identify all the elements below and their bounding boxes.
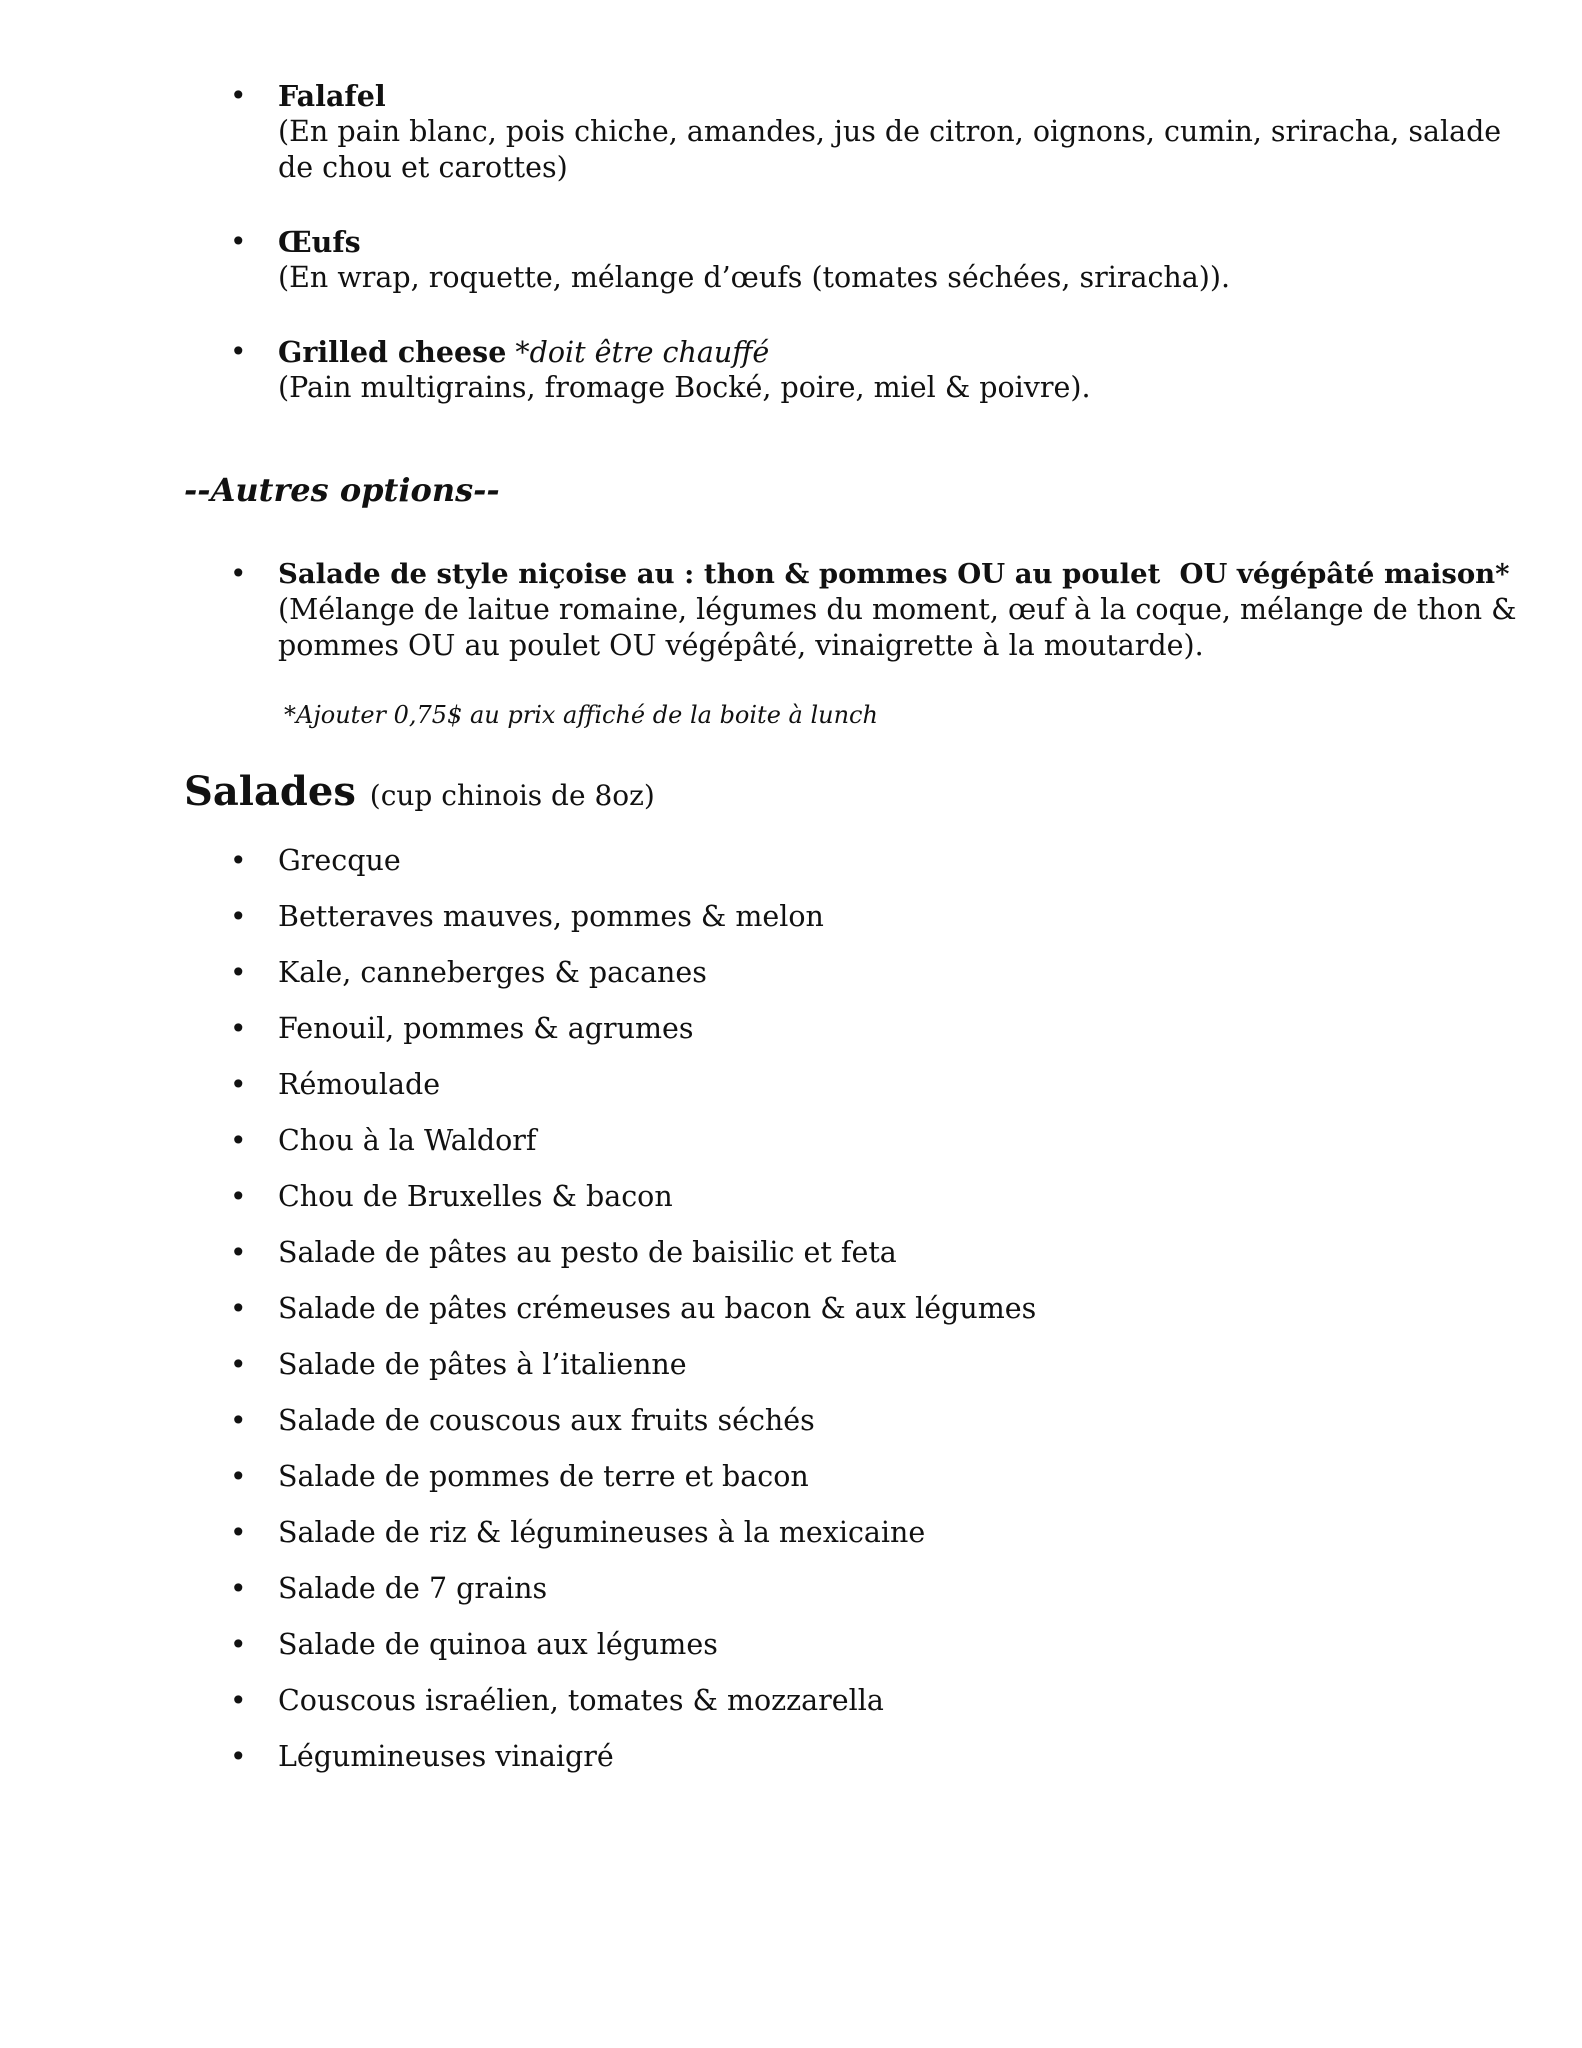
bullet-icon: •: [230, 956, 247, 989]
bullet-icon: •: [230, 79, 247, 112]
section-title-autres: --Autres options--: [184, 471, 500, 509]
bullet-icon: •: [230, 1068, 247, 1101]
salade-item: Salade de pâtes crémeuses au bacon & aux légumes: [278, 1292, 1037, 1325]
sandwich-name: Œufs: [278, 225, 361, 259]
autres-item-title: Salade de style niçoise au : thon & pommes OU au poulet OU végépâté maison*: [278, 558, 1510, 590]
salade-item: Salade de 7 grains: [278, 1572, 548, 1605]
bullet-icon: •: [230, 844, 247, 877]
salade-item: Salade de pâtes à l’italienne: [278, 1348, 687, 1381]
autres-desc-line: pommes OU au poulet OU végépâté, vinaigrette à la moutarde).: [278, 629, 1204, 662]
bullet-icon: •: [230, 1348, 247, 1381]
autres-desc-line: (Mélange de laitue romaine, légumes du moment, œuf à la coque, mélange de thon &: [278, 593, 1517, 626]
bullet-icon: •: [230, 1292, 247, 1325]
footnote: *Ajouter 0,75$ au prix affiché de la boite à lunch: [284, 701, 878, 729]
salade-item: Salade de pâtes au pesto de baisilic et feta: [278, 1236, 897, 1269]
bullet-icon: •: [230, 225, 247, 258]
bullet-icon: •: [230, 1628, 247, 1661]
salade-item: Chou à la Waldorf: [278, 1124, 537, 1157]
bullet-icon: •: [230, 1460, 247, 1493]
bullet-icon: •: [230, 1516, 247, 1549]
bullet-icon: •: [230, 900, 247, 933]
bullet-icon: •: [230, 1012, 247, 1045]
bullet-icon: •: [230, 1236, 247, 1269]
salades-title: Salades: [184, 768, 356, 815]
bullet-icon: •: [230, 1124, 247, 1157]
salade-item: Grecque: [278, 844, 401, 877]
salade-item: Chou de Bruxelles & bacon: [278, 1180, 673, 1213]
salade-item: Salade de riz & légumineuses à la mexicaine: [278, 1516, 926, 1549]
salade-item: Salade de couscous aux fruits séchés: [278, 1404, 815, 1437]
sandwich-name: Falafel: [278, 79, 386, 113]
salade-item: Kale, canneberges & pacanes: [278, 956, 707, 989]
salade-item: Salade de pommes de terre et bacon: [278, 1460, 809, 1493]
section-title-salades: [184, 768, 655, 820]
bullet-icon: •: [230, 335, 247, 368]
salade-item: Betteraves mauves, pommes & melon: [278, 900, 824, 933]
salades-subtitle: (cup chinois de 8oz): [369, 779, 655, 812]
bullet-icon: •: [230, 1404, 247, 1437]
sandwich-desc-line: (Pain multigrains, fromage Bocké, poire, miel & poivre).: [278, 371, 1091, 404]
salade-item: Légumineuses vinaigré: [278, 1740, 614, 1773]
bullet-icon: •: [230, 1740, 247, 1773]
salade-item: Couscous israélien, tomates & mozzarella: [278, 1684, 884, 1717]
sandwich-desc-line: (En pain blanc, pois chiche, amandes, jus de citron, oignons, cumin, sriracha, salade: [278, 115, 1502, 148]
salade-item: Rémoulade: [278, 1068, 441, 1101]
sandwich-name: Grilled cheese: [278, 335, 507, 369]
salade-item: Fenouil, pommes & agrumes: [278, 1012, 694, 1045]
bullet-icon: •: [230, 1572, 247, 1605]
bullet-icon: •: [230, 1180, 247, 1213]
sandwich-note: *doit être chauffé: [515, 336, 770, 369]
sandwich-title-line: [278, 334, 769, 371]
sandwich-desc-line: de chou et carottes): [278, 151, 568, 184]
salade-item: Salade de quinoa aux légumes: [278, 1628, 718, 1661]
bullet-icon: •: [230, 1684, 247, 1717]
bullet-icon: •: [230, 557, 247, 590]
sandwich-desc-line: (En wrap, roquette, mélange d’œufs (tomates séchées, sriracha)).: [278, 261, 1231, 294]
